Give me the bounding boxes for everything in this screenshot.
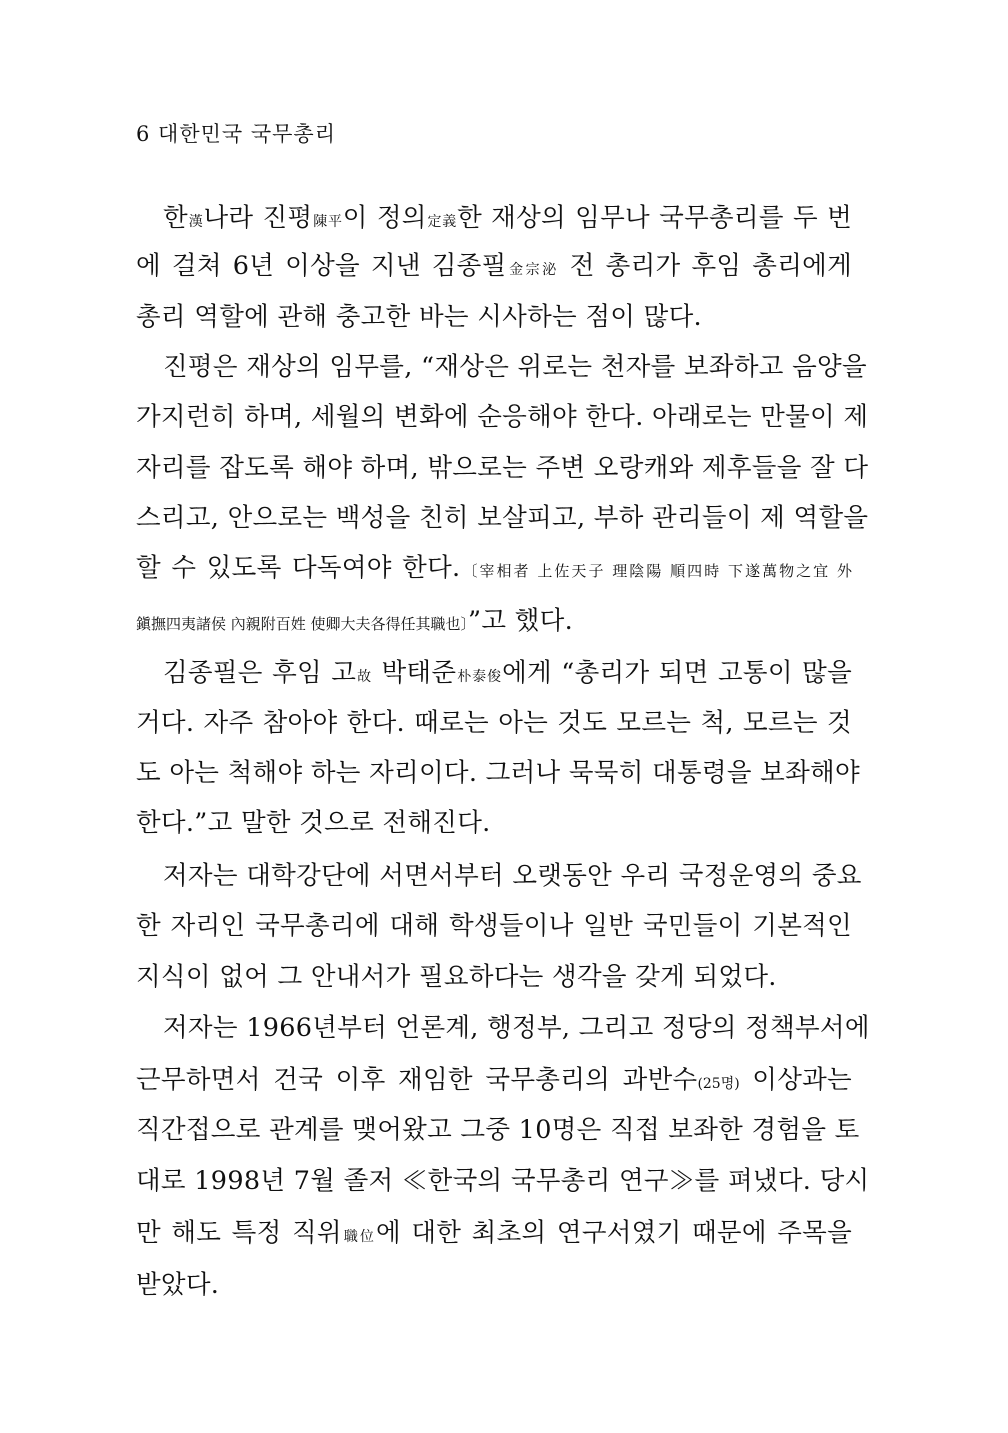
paragraph-5-line-5 (136, 1213, 852, 1253)
paragraph-3-line-4: 한다.”고 말한 것으로 전해진다. (136, 808, 491, 838)
hanja-annotation: 漢 (187, 214, 204, 230)
text-run: 할 수 있도록 다독여야 한다. (136, 553, 461, 583)
hanja-annotation: 陳平 (312, 214, 343, 230)
paragraph-5-line-6: 받았다. (136, 1270, 220, 1300)
classical-citation: 鎭撫四夷諸侯 內親附百姓 使卿大夫各得任其職也〕 (136, 615, 469, 633)
text-run: 만 해도 특정 직위 (136, 1218, 342, 1248)
paragraph-2-line-6 (136, 601, 852, 641)
paragraph-4-line-2: 한 자리인 국무총리에 대해 학생들이나 일반 국민들이 기본적인 (136, 911, 852, 941)
paragraph-3-line-3: 도 아는 척해야 하는 자리이다. 그러나 묵묵히 대통령을 보좌해야 (136, 758, 860, 788)
paragraph-2-line-4: 스리고, 안으로는 백성을 친히 보살피고, 부하 관리들이 제 역할을 (136, 503, 869, 533)
hanja-annotation: 定義 (426, 214, 458, 230)
text-run: 한 재상의 임무나 국무총리를 두 번 (457, 203, 853, 233)
text-run: 이상과는 (739, 1065, 852, 1095)
text-run: 김종필은 후임 고 (163, 658, 357, 688)
paragraph-1-line-1 (163, 198, 852, 238)
text-run: 에 걸쳐 6년 이상을 지낸 김종필 (136, 251, 507, 281)
running-header: 6 대한민국 국무총리 (136, 122, 336, 146)
paragraph-4-line-1: 저자는 대학강단에 서면서부터 오랫동안 우리 국정운영의 중요 (163, 861, 862, 891)
text-run: 이 정의 (342, 203, 427, 233)
paragraph-1-line-3: 총리 역할에 관해 충고한 바는 시사하는 점이 많다. (136, 302, 702, 332)
count-annotation: (25명) (697, 1076, 740, 1092)
text-run: 에게 “총리가 되면 고통이 많을 (502, 658, 852, 688)
paragraph-5-line-3: 직간접으로 관계를 맺어왔고 그중 10명은 직접 보좌한 경험을 토 (136, 1115, 860, 1145)
text-run: 한 (163, 203, 188, 233)
paragraph-5-line-4: 대로 1998년 7월 졸저 ≪한국의 국무총리 연구≫를 펴냈다. 당시 (136, 1166, 870, 1196)
hanja-annotation: 職位 (341, 1229, 376, 1245)
paragraph-5-line-1: 저자는 1966년부터 언론계, 행정부, 그리고 정당의 정책부서에 (163, 1013, 870, 1043)
text-run: 나라 진평 (203, 203, 313, 233)
text-run: 에 대한 최초의 연구서였기 때문에 주목을 (375, 1218, 853, 1248)
text-run: 박태준 (372, 658, 457, 688)
hanja-annotation: 故 (356, 669, 373, 685)
paragraph-2-line-2: 가지런히 하며, 세월의 변화에 순응해야 한다. 아래로는 만물이 제 (136, 402, 869, 432)
text-run: 근무하면서 건국 이후 재임한 국무총리의 과반수 (136, 1065, 698, 1095)
paragraph-3-line-1 (163, 653, 852, 693)
text-run: 전 총리가 후임 총리에게 (558, 251, 853, 281)
paragraph-1-line-2 (136, 246, 852, 286)
paragraph-2-line-5 (136, 548, 852, 588)
text-run: ”고 했다. (468, 606, 573, 636)
paragraph-2-line-1: 진평은 재상의 임무를, “재상은 위로는 천자를 보좌하고 음양을 (163, 352, 867, 382)
hanja-annotation: 金宗泌 (506, 262, 559, 278)
paragraph-4-line-3: 지식이 없어 그 안내서가 필요하다는 생각을 갖게 되었다. (136, 962, 777, 992)
paragraph-3-line-2: 거다. 자주 참아야 한다. 때로는 아는 것도 모르는 척, 모르는 것 (136, 708, 852, 738)
classical-citation: 〔宰相者 上佐天子 理陰陽 順四時 下遂萬物之宜 外 (460, 562, 853, 580)
paragraph-5-line-2 (136, 1060, 852, 1100)
hanja-annotation: 朴泰俊 (456, 669, 503, 685)
paragraph-2-line-3: 자리를 잡도록 해야 하며, 밖으로는 주변 오랑캐와 제후들을 잘 다 (136, 453, 869, 483)
